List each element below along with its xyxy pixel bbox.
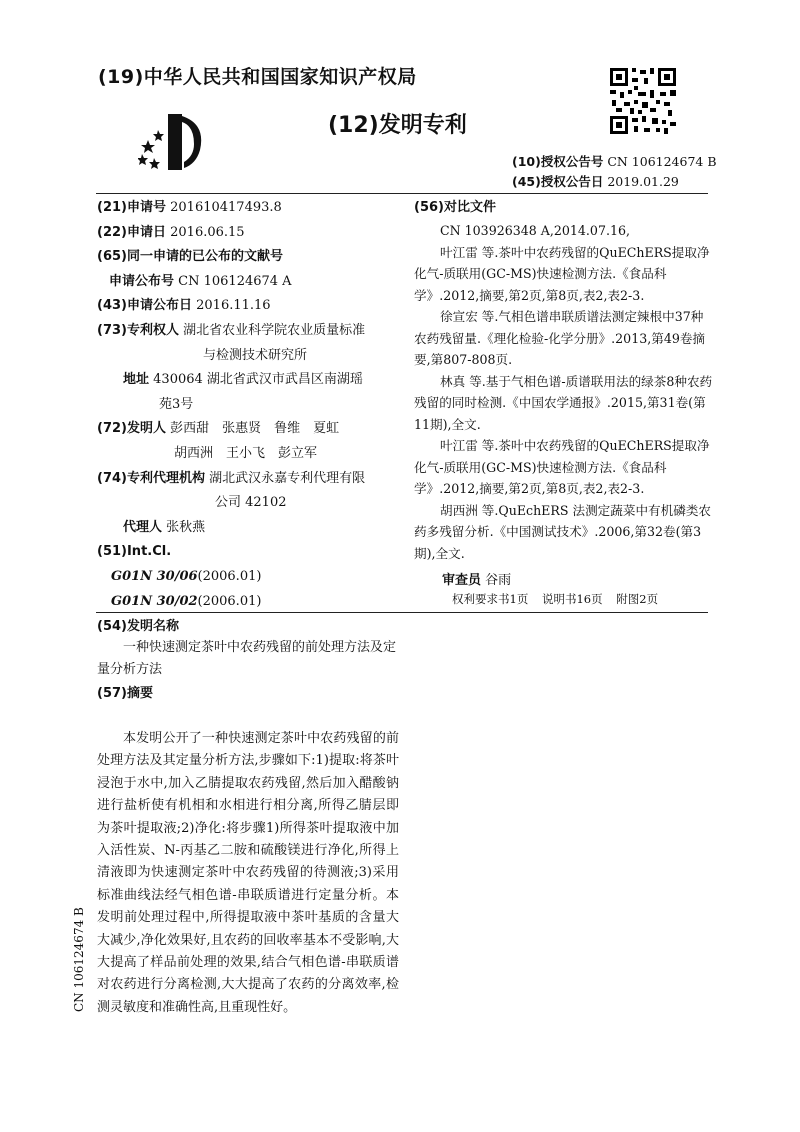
page-count: 权利要求书1页 说明书16页 附图2页 <box>452 592 659 606</box>
app-date-label: (22)申请日 <box>97 224 166 240</box>
agency-label: (74)专利代理机构 <box>97 470 205 486</box>
address-line1: 430064 湖北省武汉市武昌区南湖瑶 <box>153 372 363 388</box>
header-rule <box>96 193 708 194</box>
app-date: 2016.06.15 <box>170 224 245 240</box>
bibliographic-left <box>97 196 397 614</box>
abstract-label: (57)摘要 <box>97 686 153 701</box>
reference-item: 胡西洲 等.QuEchERS 法测定蔬菜中有机磷类农药多残留分析.《中国测试技术》.2006,第32卷(第3期),全文. <box>414 502 712 561</box>
references-label: (56)对比文件 <box>414 200 496 215</box>
app-no: 201610417493.8 <box>170 200 282 215</box>
inventor-line2: 胡西洲 王小飞 彭立军 <box>174 445 318 461</box>
side-publication-number: CN 106124674 B <box>72 907 86 1012</box>
middle-rule <box>96 612 708 613</box>
pub-date: 2016.11.16 <box>196 298 271 314</box>
prior-pub-label: (65)同一申请的已公布的文献号 <box>97 249 283 265</box>
ipc1-code: G01N 30/06 <box>111 568 198 584</box>
agency-line1: 湖北武汉永嘉专利代理有限 <box>209 470 366 486</box>
examiner: 谷雨 <box>485 573 512 588</box>
title-block <box>97 616 399 704</box>
pub-no-label: 申请公布号 <box>109 273 175 289</box>
abstract-text: 本发明公开了一种快速测定茶叶中农药残留的前处理方法及其定量分析方法,步骤如下:1)提取:将茶叶浸泡于水中,加入乙腈提取农药残留,然后加入醋酸钠进行盐析使有机相和水相进行相分离,所得乙腈层即为茶叶提取液;2)净化:将步骤1)所得茶叶提取液中加入活性炭、N-丙基乙二胺和硫酸镁进行净化,所得上清液即为快速测定茶叶中农药残留的待测液;3)采用标准曲线法经气相色谱-串联质谱进行定量分析。本发明前处理过程中,所得提取液中茶叶基质的含量大大减少,净化效果好,且农药的回收率基本不受影响,大大提高了样品前处理的效果,结合气相色谱-串联质谱对农药进行分离检测,大大提高了农药的分离效率,检测灵敏度和准确性高,且重现性好。 <box>97 731 399 1015</box>
grant-date: 2019.01.29 <box>607 174 679 189</box>
ipc2-version: (2006.01) <box>197 593 262 609</box>
grant-number: CN 106124674 B <box>607 154 717 169</box>
owner-line2: 与检测技术研究所 <box>203 347 308 363</box>
title-label: (54)发明名称 <box>97 619 179 634</box>
app-no-label: (21)申请号 <box>97 200 166 215</box>
agent-label: 代理人 <box>123 519 163 535</box>
agency-line2: 公司 42102 <box>215 495 287 511</box>
ipc2-code: G01N 30/02 <box>111 593 198 609</box>
reference-item: 林真 等.基于气相色谱-质谱联用法的绿茶8种农药残留的同时检测.《中国农学通报》.2015,第31卷(第11期),全文. <box>414 373 713 432</box>
qr-code-icon <box>608 66 678 136</box>
examiner-label: 审查员 <box>442 573 482 588</box>
reference-item: CN 103926348 A,2014.07.16, <box>440 223 630 238</box>
owner-label: (73)专利权人 <box>97 322 179 338</box>
office-name: (19)中华人民共和国国家知识产权局 <box>98 66 417 88</box>
references-block <box>414 196 714 591</box>
grant-number-label: (10)授权公告号 <box>512 154 604 169</box>
ipc1-version: (2006.01) <box>197 568 262 584</box>
reference-item: 叶江雷 等.茶叶中农药残留的QuEChERS提取净化气-质联用(GC-MS)快速检测方法.《食品科学》.2012,摘要,第2页,第8页,表2,表2-3. <box>414 244 710 303</box>
inventor-line1: 彭西甜 张惠贤 鲁维 夏虹 <box>170 421 340 437</box>
reference-item: 叶江雷 等.茶叶中农药残留的QuEChERS提取净化气-质联用(GC-MS)快速检测方法.《食品科学》.2012,摘要,第2页,第8页,表2,表2-3. <box>414 438 710 496</box>
inventor-label: (72)发明人 <box>97 421 166 437</box>
ipc-label: (51)Int.Cl. <box>97 544 172 560</box>
address-label: 地址 <box>123 372 150 388</box>
agent: 张秋燕 <box>166 519 206 535</box>
pub-no: CN 106124674 A <box>178 273 292 289</box>
address-line2: 苑3号 <box>159 396 194 412</box>
grant-date-label: (45)授权公告日 <box>512 174 604 189</box>
grant-info <box>512 152 717 192</box>
reference-list <box>414 220 714 564</box>
cnipa-logo-icon <box>138 110 208 172</box>
document-type: (12)发明专利 <box>328 113 467 138</box>
pub-date-label: (43)申请公布日 <box>97 298 192 314</box>
reference-item: 徐宣宏 等.气相色谱串联质谱法测定辣根中37种农药残留量.《理化检验-化学分册》.2013,第49卷摘要,第807-808页. <box>414 309 706 367</box>
invention-title: 一种快速测定茶叶中农药残留的前处理方法及定量分析方法 <box>97 640 397 677</box>
owner-line1: 湖北省农业科学院农业质量标准 <box>183 322 366 338</box>
